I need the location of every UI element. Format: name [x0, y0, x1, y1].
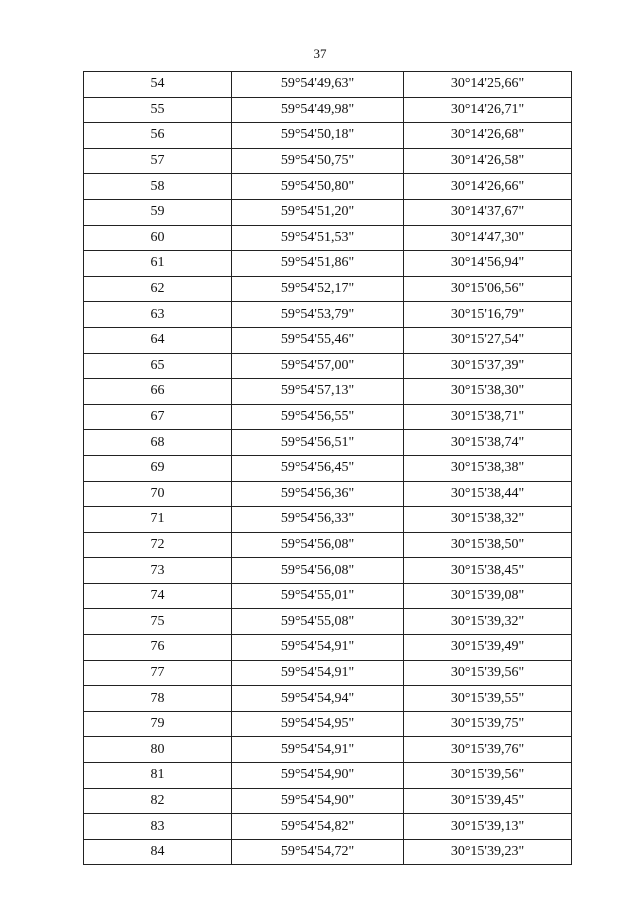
table-row — [84, 763, 572, 789]
longitude-cell: 30°14'26,71" — [404, 97, 572, 123]
latitude-cell: 59°54'54,82" — [232, 814, 404, 840]
table-row — [84, 481, 572, 507]
table-row — [84, 558, 572, 584]
coordinates-table-body — [84, 72, 572, 865]
latitude-cell: 59°54'57,00" — [232, 353, 404, 379]
longitude-cell: 30°15'38,74" — [404, 430, 572, 456]
longitude-cell: 30°15'39,75" — [404, 711, 572, 737]
point-number-cell: 78 — [84, 686, 232, 712]
point-number-cell: 82 — [84, 788, 232, 814]
point-number-cell: 79 — [84, 711, 232, 737]
table-row — [84, 251, 572, 277]
point-number-cell: 59 — [84, 199, 232, 225]
latitude-cell: 59°54'54,91" — [232, 660, 404, 686]
point-number-cell: 55 — [84, 97, 232, 123]
table-row — [84, 737, 572, 763]
table-row — [84, 353, 572, 379]
latitude-cell: 59°54'56,51" — [232, 430, 404, 456]
table-row — [84, 327, 572, 353]
latitude-cell: 59°54'54,90" — [232, 763, 404, 789]
table-row — [84, 404, 572, 430]
latitude-cell: 59°54'49,63" — [232, 72, 404, 98]
latitude-cell: 59°54'54,72" — [232, 839, 404, 865]
latitude-cell: 59°54'52,17" — [232, 276, 404, 302]
latitude-cell: 59°54'56,33" — [232, 507, 404, 533]
latitude-cell: 59°54'56,36" — [232, 481, 404, 507]
latitude-cell: 59°54'55,46" — [232, 327, 404, 353]
point-number-cell: 62 — [84, 276, 232, 302]
point-number-cell: 58 — [84, 174, 232, 200]
table-row — [84, 788, 572, 814]
table-row — [84, 302, 572, 328]
table-row — [84, 148, 572, 174]
point-number-cell: 81 — [84, 763, 232, 789]
latitude-cell: 59°54'56,08" — [232, 558, 404, 584]
latitude-cell: 59°54'51,86" — [232, 251, 404, 277]
longitude-cell: 30°15'38,30" — [404, 379, 572, 405]
point-number-cell: 61 — [84, 251, 232, 277]
point-number-cell: 54 — [84, 72, 232, 98]
table-row — [84, 174, 572, 200]
point-number-cell: 65 — [84, 353, 232, 379]
longitude-cell: 30°14'47,30" — [404, 225, 572, 251]
longitude-cell: 30°15'06,56" — [404, 276, 572, 302]
point-number-cell: 80 — [84, 737, 232, 763]
point-number-cell: 66 — [84, 379, 232, 405]
latitude-cell: 59°54'49,98" — [232, 97, 404, 123]
latitude-cell: 59°54'56,08" — [232, 532, 404, 558]
latitude-cell: 59°54'54,91" — [232, 737, 404, 763]
table-row — [84, 583, 572, 609]
table-row — [84, 455, 572, 481]
point-number-cell: 71 — [84, 507, 232, 533]
longitude-cell: 30°14'26,68" — [404, 123, 572, 149]
point-number-cell: 72 — [84, 532, 232, 558]
point-number-cell: 77 — [84, 660, 232, 686]
latitude-cell: 59°54'50,75" — [232, 148, 404, 174]
latitude-cell: 59°54'54,90" — [232, 788, 404, 814]
table-row — [84, 814, 572, 840]
longitude-cell: 30°15'27,54" — [404, 327, 572, 353]
longitude-cell: 30°15'38,50" — [404, 532, 572, 558]
latitude-cell: 59°54'55,01" — [232, 583, 404, 609]
point-number-cell: 56 — [84, 123, 232, 149]
table-row — [84, 609, 572, 635]
latitude-cell: 59°54'57,13" — [232, 379, 404, 405]
point-number-cell: 63 — [84, 302, 232, 328]
longitude-cell: 30°15'38,45" — [404, 558, 572, 584]
longitude-cell: 30°15'39,56" — [404, 763, 572, 789]
point-number-cell: 73 — [84, 558, 232, 584]
latitude-cell: 59°54'53,79" — [232, 302, 404, 328]
latitude-cell: 59°54'50,18" — [232, 123, 404, 149]
longitude-cell: 30°14'26,66" — [404, 174, 572, 200]
longitude-cell: 30°15'38,38" — [404, 455, 572, 481]
table-row — [84, 225, 572, 251]
longitude-cell: 30°15'39,55" — [404, 686, 572, 712]
point-number-cell: 74 — [84, 583, 232, 609]
point-number-cell: 76 — [84, 635, 232, 661]
longitude-cell: 30°15'39,08" — [404, 583, 572, 609]
table-row — [84, 430, 572, 456]
point-number-cell: 64 — [84, 327, 232, 353]
table-row — [84, 123, 572, 149]
table-row — [84, 379, 572, 405]
longitude-cell: 30°15'38,32" — [404, 507, 572, 533]
table-row — [84, 686, 572, 712]
longitude-cell: 30°14'26,58" — [404, 148, 572, 174]
latitude-cell: 59°54'56,45" — [232, 455, 404, 481]
longitude-cell: 30°15'39,49" — [404, 635, 572, 661]
table-row — [84, 276, 572, 302]
point-number-cell: 83 — [84, 814, 232, 840]
table-row — [84, 97, 572, 123]
latitude-cell: 59°54'51,20" — [232, 199, 404, 225]
latitude-cell: 59°54'54,94" — [232, 686, 404, 712]
longitude-cell: 30°15'39,76" — [404, 737, 572, 763]
longitude-cell: 30°15'16,79" — [404, 302, 572, 328]
table-row — [84, 635, 572, 661]
table-row — [84, 660, 572, 686]
latitude-cell: 59°54'56,55" — [232, 404, 404, 430]
point-number-cell: 75 — [84, 609, 232, 635]
coordinates-table — [83, 71, 572, 865]
latitude-cell: 59°54'54,91" — [232, 635, 404, 661]
latitude-cell: 59°54'55,08" — [232, 609, 404, 635]
longitude-cell: 30°15'39,45" — [404, 788, 572, 814]
longitude-cell: 30°15'37,39" — [404, 353, 572, 379]
longitude-cell: 30°15'39,32" — [404, 609, 572, 635]
table-row — [84, 839, 572, 865]
point-number-cell: 67 — [84, 404, 232, 430]
point-number-cell: 57 — [84, 148, 232, 174]
point-number-cell: 69 — [84, 455, 232, 481]
longitude-cell: 30°15'39,13" — [404, 814, 572, 840]
table-row — [84, 72, 572, 98]
latitude-cell: 59°54'50,80" — [232, 174, 404, 200]
longitude-cell: 30°14'56,94" — [404, 251, 572, 277]
point-number-cell: 68 — [84, 430, 232, 456]
longitude-cell: 30°15'38,44" — [404, 481, 572, 507]
table-row — [84, 507, 572, 533]
longitude-cell: 30°15'39,23" — [404, 839, 572, 865]
longitude-cell: 30°14'37,67" — [404, 199, 572, 225]
longitude-cell: 30°14'25,66" — [404, 72, 572, 98]
point-number-cell: 84 — [84, 839, 232, 865]
longitude-cell: 30°15'39,56" — [404, 660, 572, 686]
point-number-cell: 70 — [84, 481, 232, 507]
page-number: 37 — [313, 46, 327, 61]
latitude-cell: 59°54'51,53" — [232, 225, 404, 251]
table-row — [84, 711, 572, 737]
point-number-cell: 60 — [84, 225, 232, 251]
longitude-cell: 30°15'38,71" — [404, 404, 572, 430]
latitude-cell: 59°54'54,95" — [232, 711, 404, 737]
table-row — [84, 199, 572, 225]
table-row — [84, 532, 572, 558]
